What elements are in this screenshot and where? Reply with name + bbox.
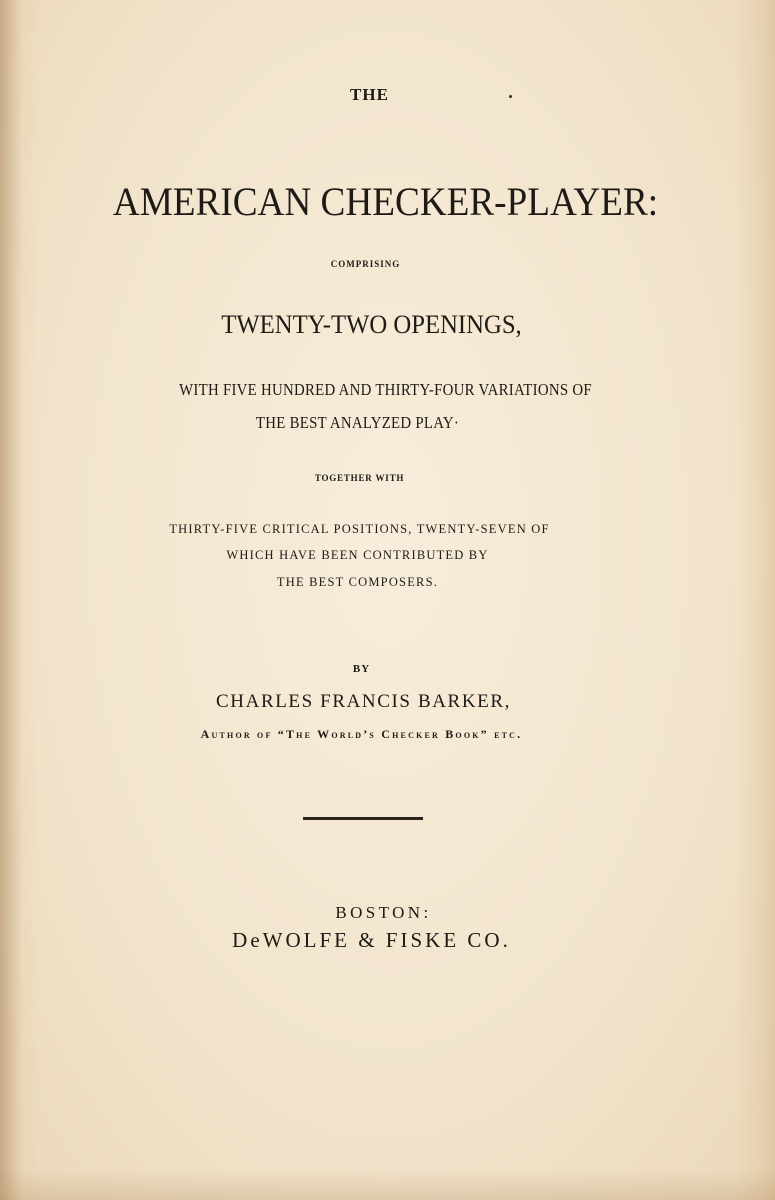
positions-line-1: THIRTY-FIVE CRITICAL POSITIONS, TWENTY-SEVEN OF: [169, 522, 550, 536]
author-name: CHARLES FRANCIS BARKER,: [216, 691, 511, 712]
openings-line: TWENTY-TWO OPENINGS,: [221, 310, 522, 339]
comprising-label: COMPRISING: [330, 259, 401, 269]
page-edge-shadow: [0, 1170, 775, 1200]
publication-city: BOSTON:: [335, 903, 432, 922]
decorative-rule: [303, 817, 423, 820]
pre-title: THE: [350, 85, 389, 104]
binding-gutter-shadow: [0, 0, 22, 1200]
publisher-name: DeWOLFE & FISKE CO.: [232, 928, 511, 952]
variations-line-1: WITH FIVE HUNDRED AND THIRTY-FOUR VARIATIONS OF: [179, 380, 592, 399]
positions-line-2: WHICH HAVE BEEN CONTRIBUTED BY: [226, 548, 489, 562]
positions-line-3: THE BEST COMPOSERS.: [276, 575, 439, 589]
by-label: BY: [352, 663, 371, 675]
book-title: AMERICAN CHECKER-PLAYER:: [112, 179, 659, 224]
variations-line-2: THE BEST ANALYZED PLAY·: [255, 413, 460, 432]
together-with-label: TOGETHER WITH: [314, 473, 405, 483]
author-credit: Author of “The World’s Checker Book” etc.: [200, 727, 523, 741]
ink-speck: [509, 95, 512, 98]
